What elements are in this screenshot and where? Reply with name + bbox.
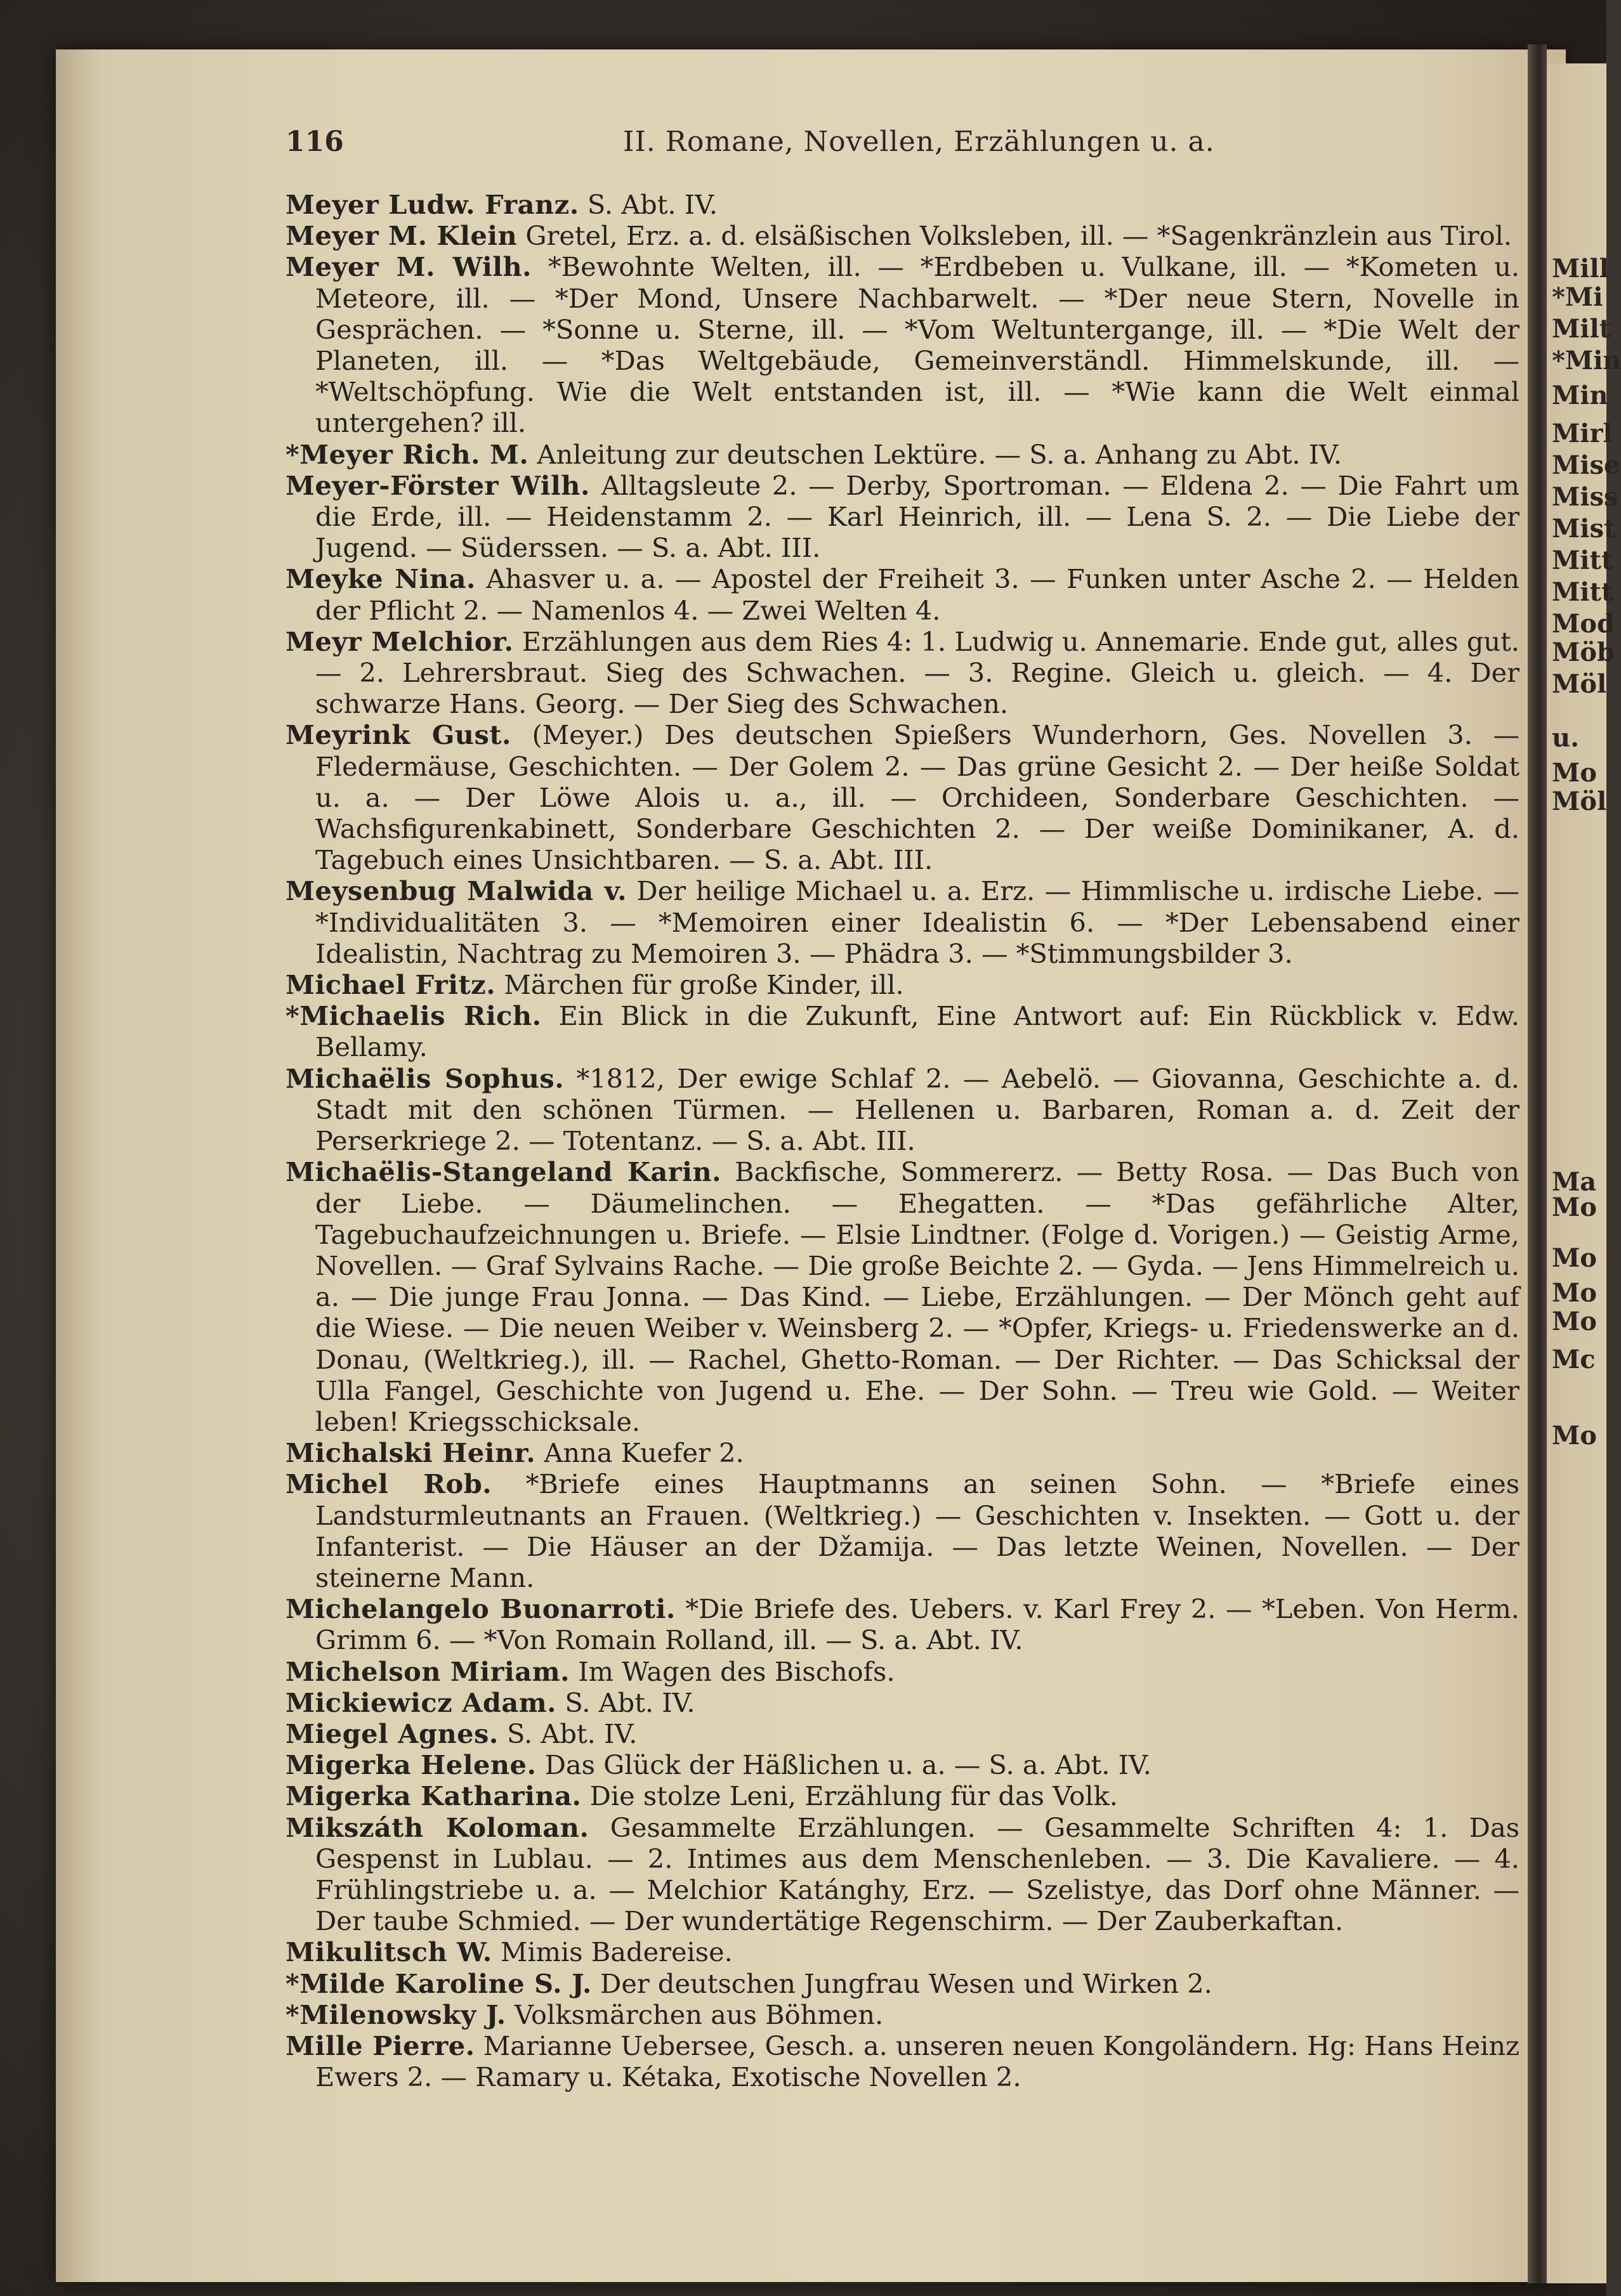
entry-works: Der heilige Michael u. a. Erz. — Himmlische u. irdische Liebe. — *Individualitäten 3. — *Memoiren einer Idealistin 6. — *Der Lebensabend einer Idealistin, Nachtrag zu Memoiren 3. — Phädra 3. — *Stimmungsbilder 3.: [315, 875, 1519, 969]
entry-author: Michalski Heinr.: [285, 1437, 536, 1469]
entry-author: Mille Pierre.: [285, 2030, 475, 2061]
entry-works: Marianne Uebersee, Gesch. a. unseren neuen Kongoländern. Hg: Hans Heinz Ewers 2. — Ramary u. Kétaka, Exotische Novellen 2.: [315, 2030, 1519, 2093]
entry-works: Anleitung zur deutschen Lektüre. — S. a. Anhang zu Abt. IV.: [528, 438, 1342, 470]
next-page-fragment: *Mi: [1552, 282, 1603, 312]
bibliography-entry: [285, 1656, 1519, 1687]
next-page-fragment: Mill: [1552, 254, 1609, 284]
entry-works: Alltagsleute 2. — Derby, Sportroman. — Eldena 2. — Die Fahrt um die Erde, ill. — Heidenstamm 2. — Karl Heinrich, ill. — Lena S. 2. — Die Liebe der Jugend. — Süderssen. — S. a. Abt. III.: [315, 469, 1519, 564]
next-page-fragment: Mo: [1552, 1243, 1597, 1273]
entry-works: Volksmärchen aus Böhmen.: [506, 1999, 884, 2030]
next-page-fragment: Mo: [1552, 1192, 1597, 1222]
next-page-fragment: Mo: [1552, 1307, 1597, 1336]
bibliography-entry: [285, 969, 1519, 1000]
next-page-fragment: Mo: [1552, 758, 1597, 788]
next-page-fragment: Mc: [1552, 1345, 1596, 1374]
entry-author: Meysenbug Malwida v.: [285, 875, 627, 907]
entry-author: Meyrink Gust.: [285, 719, 511, 751]
entry-author: Meyer M. Klein: [285, 220, 518, 252]
next-page-fragment: Mo: [1552, 1421, 1597, 1451]
bibliography-entry: [285, 719, 1519, 875]
bibliography-entry: [285, 1812, 1519, 1937]
entry-author: Michaëlis Sophus.: [285, 1062, 565, 1094]
book-gutter: [1528, 44, 1547, 2283]
next-page-fragment: Möl: [1552, 669, 1607, 699]
entry-author: Michael Fritz.: [285, 969, 496, 1001]
entry-works: (Meyer.) Des deutschen Spießers Wunderhorn, Ges. Novellen 3. — Fledermäuse, Geschichten. — Der Golem 2. — Das grüne Gesicht 2. — Der heiße Soldat u. a. — Der Löwe Alois u. a., ill. — Orchideen, Sonderbare Geschichten. — Wachsfigurenkabinett, Sonderbare Geschichten 2. — Der weiße Dominikaner, A. d. Tagebuch eines Unsichtbaren. — S. a. Abt. III.: [315, 719, 1519, 876]
entry-works: Ahasver u. a. — Apostel der Freiheit 3. — Funken unter Asche 2. — Helden der Pflicht 2. — Namenlos 4. — Zwei Welten 4.: [315, 563, 1519, 626]
running-head: II. Romane, Novellen, Erzählungen u. a.: [623, 126, 1215, 158]
next-page-fragment: Milt: [1552, 314, 1611, 344]
entry-author: Mikulitsch W.: [285, 1936, 492, 1968]
next-page-fragment: Mirl: [1552, 419, 1613, 448]
bibliography-entry: [285, 1000, 1519, 1062]
bibliography-entry: [285, 1999, 1519, 2030]
entry-author: Michel Rob.: [285, 1468, 492, 1500]
entry-author: Migerka Helene.: [285, 1749, 537, 1781]
next-page-fragment: Mod: [1552, 609, 1615, 639]
entry-works: Anna Kuefer 2.: [535, 1437, 744, 1469]
entry-works: Mimis Badereise.: [492, 1936, 733, 1968]
next-page-fragment: u.: [1552, 723, 1580, 753]
entry-works: Das Glück der Häßlichen u. a. — S. a. Abt. IV.: [536, 1749, 1152, 1781]
entry-works: Erzählungen aus dem Ries 4: 1. Ludwig u. Annemarie. Ende gut, alles gut. — 2. Lehrersbraut. Sieg des Schwachen. — 3. Regine. Gleich u. gleich. — 4. Der schwarze Hans. Georg. — Der Sieg des Schwachen.: [315, 625, 1519, 720]
entry-works: *Briefe eines Hauptmanns an seinen Sohn. — *Briefe eines Landsturmleutnants an Frauen. (Weltkrieg.) — Geschichten v. Insekten. — Gott u. der Infanterist. — Die Häuser an der Džamija. — Das letzte Weinen, Novellen. — Der steinerne Mann.: [315, 1468, 1519, 1593]
bibliography-entry: [285, 1968, 1519, 1999]
entry-author: Michelangelo Buonarroti.: [285, 1593, 676, 1625]
next-page-fragment: Mo: [1552, 1278, 1597, 1308]
bibliography-entry: [285, 1593, 1519, 1655]
entry-author: *Milde Karoline S. J.: [285, 1967, 592, 1999]
bibliography-entry: [285, 2030, 1519, 2092]
bibliography-entry: [285, 1780, 1519, 1811]
entry-works: Im Wagen des Bischofs.: [570, 1655, 895, 1687]
entry-works: S. Abt. IV.: [579, 189, 718, 220]
entry-author: Mickiewicz Adam.: [285, 1686, 557, 1718]
entry-works: Ein Blick in die Zukunft, Eine Antwort auf: Ein Rückblick v. Edw. Bellamy.: [315, 1000, 1519, 1063]
bibliography-entry: [285, 1468, 1519, 1593]
bibliography-entry: [285, 563, 1519, 625]
entry-works: Gesammelte Erzählungen. — Gesammelte Schriften 4: 1. Das Gespenst in Lublau. — 2. Intimes aus dem Menschenleben. — 3. Die Kavaliere. — 4. Frühlingstriebe u. a. — Melchior Katánghy, Erz. — Szelistye, das Dorf ohne Männer. — Der taube Schmied. — Der wundertätige Regenschirm. — Der Zauberkaftan.: [315, 1811, 1519, 1937]
entry-works: Märchen für große Kinder, ill.: [495, 969, 904, 1001]
next-page-fragment: Möb: [1552, 637, 1615, 667]
entry-list: [285, 189, 1519, 2092]
bibliography-entry: [285, 189, 1519, 220]
bibliography-entry: [285, 1063, 1519, 1157]
next-page-fragment: Mist: [1552, 514, 1616, 544]
entry-author: *Milenowsky J.: [285, 1999, 506, 2030]
entry-author: Migerka Katharina.: [285, 1780, 582, 1812]
entry-author: Meyer M. Wilh.: [285, 251, 532, 283]
bibliography-entry: [285, 1718, 1519, 1749]
next-page-fragment: Miss: [1552, 482, 1618, 512]
entry-author: Meyke Nina.: [285, 563, 476, 595]
bibliography-entry: [285, 626, 1519, 720]
next-page-fragment: *Min: [1552, 346, 1621, 375]
bibliography-entry: [285, 251, 1519, 438]
entry-works: S. Abt. IV.: [556, 1686, 695, 1718]
entry-works: Der deutschen Jungfrau Wesen und Wirken 2.: [591, 1967, 1212, 1999]
entry-author: Miegel Agnes.: [285, 1718, 499, 1749]
entry-works: *Die Briefe des. Uebers. v. Karl Frey 2. — *Leben. Von Herm. Grimm 6. — *Von Romain Rolland, ill. — S. a. Abt. IV.: [315, 1593, 1520, 1656]
next-page-fragment: Mise: [1552, 450, 1620, 480]
entry-works: Die stolze Leni, Erzählung für das Volk.: [581, 1780, 1118, 1812]
bibliography-entry: [285, 1156, 1519, 1437]
bibliography-entry: [285, 1437, 1519, 1468]
next-page-edge: [1547, 63, 1621, 2283]
bibliography-entry: [285, 1749, 1519, 1780]
entry-works: S. Abt. IV.: [498, 1718, 638, 1749]
page-number: 116: [285, 126, 344, 158]
bibliography-entry: [285, 1687, 1519, 1718]
next-page-fragment: Möl: [1552, 786, 1607, 816]
entry-author: Meyer-Förster Wilh.: [285, 469, 590, 501]
entry-author: *Michaelis Rich.: [285, 1000, 542, 1032]
bibliography-entry: [285, 470, 1519, 564]
bibliography-entry: [285, 875, 1519, 969]
entry-author: Michaëlis-Stangeland Karin.: [285, 1156, 722, 1188]
entry-works: Backfische, Sommererz. — Betty Rosa. — Das Buch von der Liebe. — Däumelinchen. — Ehegatten. — *Das gefährliche Alter, Tagebuchaufzeichnungen u. Briefe. — Elsie Lindtner. (Folge d. Vorigen.) — Geistig Arme, Novellen. — Graf Sylvains Rache. — Die große Beichte 2. — Gyda. — Jens Himmelreich u. a. — Die junge Frau Jonna. — Das Kind. — Liebe, Erzählungen. — Der Mönch geht auf die Wiese. — Die neuen Weiber v. Weinsberg 2. — *Opfer, Kriegs- u. Friedenswerke an d. Donau, (Weltkrieg.), ill. — Rachel, Ghetto-Roman. — Der Richter. — Das Schicksal der Ulla Fangel, Geschichte von Jugend u. Ehe. — Der Sohn. — Treu wie Gold. — Weiter leben! Kriegsschicksale.: [315, 1156, 1519, 1437]
bibliography-entry: [285, 439, 1519, 470]
next-page-fragment: Mitt: [1552, 577, 1613, 607]
next-page-fragment: Ma: [1552, 1167, 1597, 1197]
entry-works: *1812, Der ewige Schlaf 2. — Aebelö. — Giovanna, Geschichte a. d. Stadt mit den schönen Türmen. — Hellenen u. Barbaren, Roman a. d. Zeit der Perserkriege 2. — Totentanz. — S. a. Abt. III.: [315, 1062, 1519, 1157]
bibliography-entry: [285, 1936, 1519, 1967]
entry-author: Michelson Miriam.: [285, 1655, 570, 1687]
entry-author: *Meyer Rich. M.: [285, 438, 529, 470]
entry-works: *Bewohnte Welten, ill. — *Erdbeben u. Vulkane, ill. — *Kometen u. Meteore, ill. — *Der Mond, Unsere Nachbarwelt. — *Der neue Stern, Novelle in Gesprächen. — *Sonne u. Sterne, ill. — *Vom Weltuntergange, ill. — *Die Welt der Planeten, ill. — *Das Weltgebäude, Gemeinverständl. Himmelskunde, ill. — *Weltschöpfung. Wie die Welt entstanden ist, ill. — *Wie kann die Welt einmal untergehen? ill.: [315, 251, 1519, 439]
entry-author: Mikszáth Koloman.: [285, 1811, 589, 1843]
entry-author: Meyr Melchior.: [285, 625, 514, 657]
next-page-fragment: Mitt: [1552, 545, 1613, 575]
next-page-fragment: Min: [1552, 381, 1608, 410]
page-header: [285, 126, 1427, 157]
entry-works: Gretel, Erz. a. d. elsäßischen Volksleben, ill. — *Sagenkränzlein aus Tirol.: [517, 220, 1513, 252]
bibliography-entry: [285, 220, 1519, 251]
entry-author: Meyer Ludw. Franz.: [285, 189, 579, 220]
